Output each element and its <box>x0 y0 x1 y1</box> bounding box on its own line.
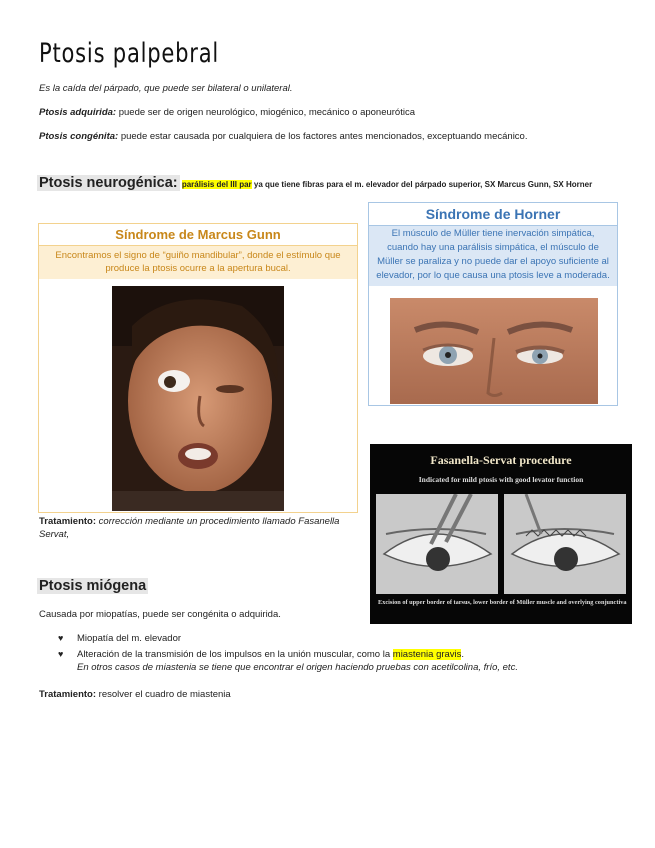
bullet2-post: . <box>461 649 465 660</box>
tratamiento2-label: Tratamiento: <box>39 689 97 700</box>
neurogenica-highlight: parálisis del III par <box>181 180 252 189</box>
adquirida-label: Ptosis adquirida: <box>39 107 117 118</box>
tratamiento1-text: corrección mediante un procedimiento llamado Fasanella Servat, <box>39 516 340 540</box>
neurogenica-paragraph <box>37 176 622 192</box>
page-title: Ptosis palpebral <box>39 38 220 69</box>
horner-photo <box>390 298 598 404</box>
fasanella-figure <box>370 444 632 624</box>
horner-title: Síndrome de Horner <box>369 203 617 226</box>
bullet2-pre: Alteración de la transmisión de los impulsos en la unión muscular, como la <box>77 649 393 660</box>
miogena-list <box>39 632 599 674</box>
tratamiento1-label: Tratamiento: <box>39 516 97 527</box>
intro-text: Es la caída del párpado, que puede ser bilateral o unilateral. <box>39 83 293 94</box>
marcus-gunn-title: Síndrome de Marcus Gunn <box>39 224 357 246</box>
tratamiento2-paragraph <box>39 688 231 701</box>
horner-box <box>368 202 618 406</box>
marcus-gunn-photo <box>112 286 284 511</box>
miogena-text: Causada por miopatías, puede ser congénita o adquirida. <box>39 609 281 620</box>
heart-bullet-icon: ♥ <box>58 649 64 659</box>
tratamiento1-paragraph <box>39 515 349 541</box>
miogena-heading: Ptosis miógena <box>39 578 147 594</box>
miogena-heading-wrap <box>37 577 148 595</box>
bullet2-highlight: miastenia gravis <box>392 649 462 660</box>
bullet1-text: Miopatía del m. elevador <box>77 633 182 644</box>
congenita-text: puede estar causada por cualquiera de los factores antes mencionados, exceptuando mecánico. <box>118 131 528 142</box>
fasanella-title: Fasanella-Servat procedure <box>430 453 572 467</box>
horner-description: El músculo de Müller tiene inervación simpática, cuando hay una parálisis simpática, el músculo de Müller se paraliza y no puede dar el apoyo suficiente al elevador, por lo que causa una ptosis leve a moderada. <box>369 226 617 286</box>
congenita-label: Ptosis congénita: <box>39 131 119 142</box>
marcus-gunn-description: Encontramos el signo de “guiño mandibular”, donde el estímulo que produce la ptosis ocurre a la apertura bucal. <box>39 246 357 279</box>
fasanella-illustration <box>376 494 626 594</box>
adquirida-paragraph <box>39 106 415 119</box>
adquirida-text: puede ser de origen neurológico, miogénico, mecánico o aponeurótica <box>116 107 415 118</box>
list-item <box>39 632 599 645</box>
list-item <box>39 648 599 674</box>
marcus-gunn-box <box>38 223 358 513</box>
heart-bullet-icon: ♥ <box>58 633 64 643</box>
fasanella-subtitle: Indicated for mild ptosis with good levator function <box>418 475 584 484</box>
tratamiento2-text: resolver el cuadro de miastenia <box>96 689 231 700</box>
neurogenica-text: ya que tiene fibras para el m. elevador del párpado superior, SX Marcus Gunn, SX Horner <box>251 180 593 189</box>
neurogenica-heading: Ptosis neurogénica: <box>39 175 178 191</box>
fasanella-caption: Excision of upper border of tarsus, lower border of Müller muscle and overlying conjunctiva <box>378 599 627 606</box>
congenita-paragraph <box>39 130 527 143</box>
bullet2-note: En otros casos de miastenia se tiene que encontrar el origen haciendo pruebas con acetilcolina, frío, etc. <box>77 662 518 673</box>
